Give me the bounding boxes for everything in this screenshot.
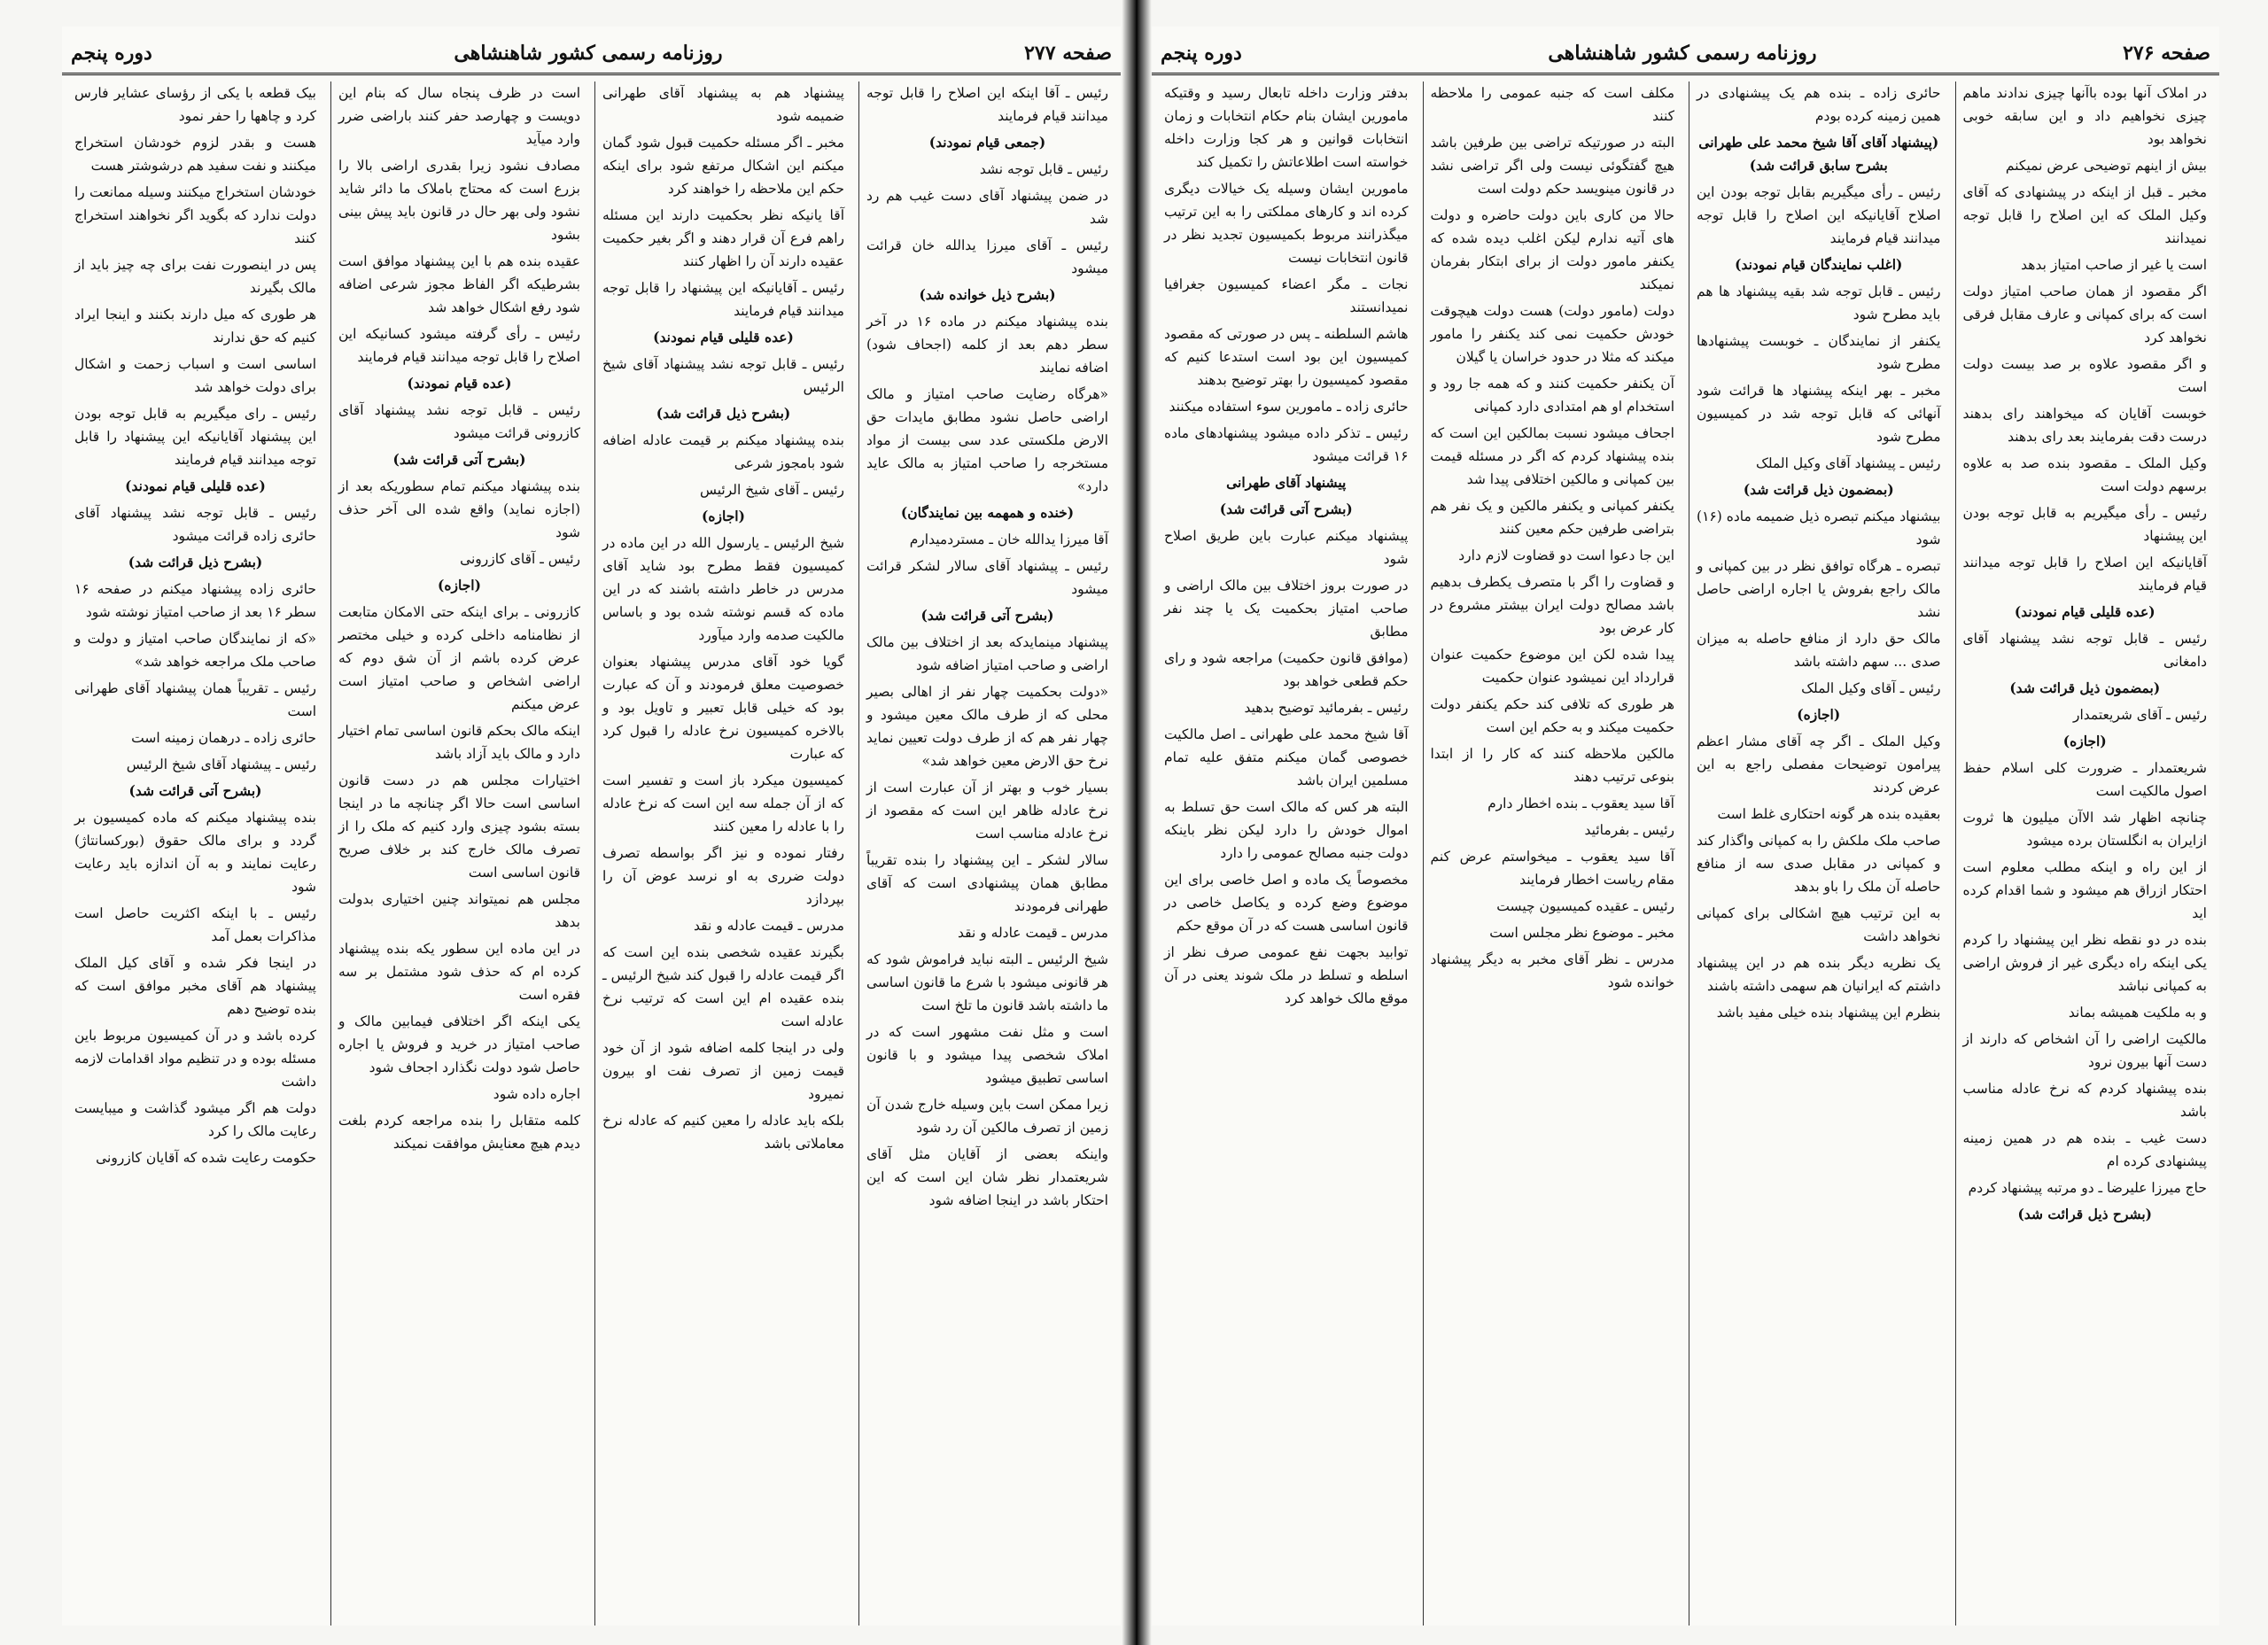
paragraph: اجحاف میشود نسبت بمالکین این است که بنده پیشنهاد کردم که اگر در مسئله قیمت بین کمپانی و مالکین اختلافی پیدا شد bbox=[1430, 425, 1674, 487]
paragraph: آقا یانیکه نظر بحکمیت دارند این مسئله راهم فرع آن قرار دهند و اگر بغیر حکمیت عقیده دارند آن را اظهار کنند bbox=[602, 207, 844, 269]
paragraph: (اغلب نمایندگان قیام نمودند) bbox=[1735, 256, 1903, 273]
paragraph: «دولت بحکمیت چهار نفر از اهالی بصیر محلی که از طرف مالک معین میشود و چهار نفر هم که از طرف دولت تعیین نماید نرخ حق الارض معین خواهد شد» bbox=[866, 684, 1108, 769]
paragraph: بنده پیشنهاد میکنم که ماده کمیسیون بر گردد و برای مالک حقوق (بورکسانتاژ) رعایت نمایند و به آن اندازه باید رعایت شود bbox=[74, 810, 316, 895]
paragraph: اختیارات مجلس هم در دست قانون اساسی است حالا اگر چنانچه ما در اینجا بسته بشود چیزی وارد کنیم که ملک را از تصرف مالک خارج کند بر خلاف صریح قانون اساسی است bbox=[338, 772, 580, 881]
paragraph: رئیس ـ پیشنهاد آقای شیخ الرئیس bbox=[126, 757, 316, 772]
paragraph: حائری زاده ـ مامورین سوء استفاده میکنند bbox=[1169, 399, 1409, 415]
paragraph: پیشنهاد میکنم عبارت باین طریق اصلاح شود bbox=[1164, 528, 1409, 567]
paragraph: بگیرند عقیده شخصی بنده این است که اگر قیمت عادله را قبول کند شیخ الرئیس ـ بنده عقیده ام این است که ترتیب نرخ عادله است bbox=[602, 944, 844, 1029]
paragraph: آقا شیخ محمد علی طهرانی ـ اصل مالکیت خصوصی گمان میکنم متفق علیه تمام مسلمین ایران باشد bbox=[1164, 726, 1409, 788]
paragraph: البته در صورتیکه تراضی بین طرفین باشد هیچ گفتگوئی نیست ولی اگر تراضی نشد در قانون مینویسد حکم دولت است bbox=[1430, 135, 1674, 197]
paragraph: نجات ـ مگر اعضاء کمیسیون جغرافیا نمیدانستند bbox=[1164, 276, 1409, 315]
paragraph: مالکین ملاحظه کنند که کار را از ابتدا بنوعی ترتیب دهند bbox=[1430, 746, 1674, 785]
paragraph: آقا سید یعقوب ـ میخواستم عرض کنم مقام ریاست اخطار فرمایند bbox=[1430, 849, 1674, 888]
text-column bbox=[1689, 81, 1948, 1626]
paragraph: گویا خود آقای مدرس پیشنهاد بعنوان خصوصیت معلق فرمودند و آن که عبارت بود که خیلی قابل تعبیر و تاویل بود و بالاخره کمیسیون نرخ عادله را قبول کرد که عبارت bbox=[602, 654, 844, 762]
paragraph: رئیس ـ قابل توجه نشد پیشنهاد آقای حائری زاده قرائت میشود bbox=[74, 505, 316, 544]
paragraph: دولت (مامور دولت) هست دولت هیچوقت خودش حکمیت نمی کند یکنفر را مامور میکند که مثلا در حدود خراسان یا گیلان bbox=[1430, 303, 1674, 365]
paragraph: رئیس ـ پیشنهاد آقای وکیل الملک bbox=[1755, 455, 1941, 471]
paragraph: یکی اینکه اگر اختلافی فیمابین مالک و صاحب امتیاز در خرید و فروش یا اجاره حاصل شود دولت نگذارد اجحاف شود bbox=[338, 1013, 580, 1075]
paragraph: رئیس ـ آقای شریعتمدار bbox=[2072, 707, 2207, 723]
paragraph: شیخ الرئیس ـ یارسول الله در این ماده در کمیسیون فقط مطرح بود شاید آقای مدرس در خاطر داشته باشند که در این ماده که قسم نوشته شده بود و باساس مالکیت صدمه وارد میآورد bbox=[602, 535, 844, 643]
paragraph: رئیس ـ قابل توجه نشد پیشنهاد آقای کازرونی قرائت میشود bbox=[338, 402, 580, 441]
text-column bbox=[1955, 81, 2215, 1626]
paragraph: از این راه و اینکه مطلب معلوم است احتکار ازراق هم میشود و شما اقدام کرده اید bbox=[1962, 859, 2207, 921]
paragraph: پس در اینصورت نفت برای چه چیز باید از مالک بگیرند bbox=[74, 257, 316, 296]
paragraph: رئیس ـ آقای شیخ الرئیس bbox=[699, 482, 844, 498]
paragraph: مامورین ایشان وسیله یک خیالات دیگری کرده اند و کارهای مملکتی را به این ترتیب میگذرانند مربوط بکمیسیون تجدید نظر در قانون انتخابات نیست bbox=[1164, 181, 1409, 266]
paragraph: بیک قطعه با یکی از رؤسای عشایر فارس کرد و چاهها را حفر نمود bbox=[74, 85, 316, 124]
paragraph: شیخ الرئیس ـ البته نباید فراموش شود که هر قانونی میشود با شرع ما قانون اساسی ما داشته باشد قانون ما تلخ است bbox=[866, 951, 1108, 1013]
paragraph: (بمضمون ذیل قرائت شد) bbox=[1743, 481, 1894, 498]
paragraph: رئیس ـ با اینکه اکثریت حاصل است مذاکرات بعمل آمد bbox=[74, 905, 316, 944]
paragraph: در صورت بروز اختلاف بین مالک اراضی و صاحب امتیاز بحکمیت یک یا چند نفر مطابق bbox=[1164, 578, 1409, 640]
paragraph: مالک حق دارد از منافع حاصله به میزان صدی ... سهم داشته باشد bbox=[1697, 631, 1941, 670]
paragraph: (اجازه) bbox=[2062, 733, 2107, 749]
paragraph: حاج میرزا علیرضا ـ دو مرتبه پیشنهاد کردم bbox=[1968, 1180, 2207, 1196]
right-page-period: دوره پنجم bbox=[1161, 42, 1242, 65]
paragraph: آقایانیکه این اصلاح را قابل توجه میدانند قیام فرمایند bbox=[1962, 555, 2207, 594]
paragraph: در اینجا فکر شده و آقای کیل الملک پیشنهاد هم آقای مخبر موافق است که بنده توضیح دهم bbox=[74, 955, 316, 1017]
paragraph: ولی در اینجا کلمه اضافه شود از آن خود قیمت زمین از تصرف نفت او بیرون نمیرود bbox=[602, 1040, 844, 1102]
paragraph: به این ترتیب هیچ اشکالی برای کمپانی نخواهد داشت bbox=[1697, 905, 1941, 944]
paragraph: (بشرح ذیل قرائت شد) bbox=[656, 405, 791, 422]
paragraph: مالکیت اراضی را آن اشخاص که دارند از دست آنها بیرون نرود bbox=[1962, 1031, 2207, 1070]
paragraph: رئیس ـ قابل توجه نشد پیشنهاد آقای شیخ الرئیس bbox=[602, 356, 844, 395]
paragraph: بنده پیشنهاد میکنم تمام سطوریکه بعد از (اجازه نماید) واقع شده الی آخر حذف شود bbox=[338, 478, 580, 540]
paragraph: است یا غیر از صاحب امتیاز بدهد bbox=[2021, 257, 2207, 273]
paragraph: اگر مقصود از همان صاحب امتیاز دولت است که برای کمپانی و عارف مقابل فرقی نخواهد کرد bbox=[1962, 283, 2207, 345]
paragraph: رئیس ـ قابل توجه نشد bbox=[979, 161, 1108, 177]
paragraph: (عده قلیلی قیام نمودند) bbox=[2014, 603, 2155, 620]
paragraph: است در ظرف پنجاه سال که بنام این دویست و چهارصد حفر کنند باراضی ضرر وارد میآید bbox=[338, 85, 580, 147]
paragraph: (اجازه) bbox=[702, 508, 745, 524]
text-column bbox=[1157, 81, 1416, 1626]
paragraph: در املاک آنها بوده باآنها چیزی ندادند ماهم چیزی نخواهیم داد و این سابقه خوبی نخواهد بود bbox=[1962, 85, 2207, 147]
paragraph: اینکه مالک بحکم قانون اساسی تمام اختیار دارد و مالک باید آزاد باشد bbox=[338, 723, 580, 762]
paragraph: مکلف است که جنبه عمومی را ملاحظه کنند bbox=[1430, 85, 1674, 124]
paragraph: رئیس ـ رأی گرفته میشود کسانیکه این اصلاح را قابل توجه میدانند قیام فرمایند bbox=[338, 326, 580, 365]
left-page-period: دوره پنجم bbox=[71, 42, 152, 65]
paragraph: (بشرح ذیل خوانده شد) bbox=[919, 286, 1056, 303]
paragraph: وکیل الملک ـ اگر چه آقای مشار اعظم پیرامون توضیحات مفصلی راجع به این عرض کردند bbox=[1697, 733, 1941, 795]
right-page bbox=[1152, 27, 2219, 1626]
right-page-number: صفحه ۲۷۶ bbox=[2123, 42, 2210, 65]
paragraph: توابید بجهت نفع عمومی صرف نظر از اسلطه و تسلط در ملک شوند یعنی در آن موقع مالک خواهد کرد bbox=[1164, 944, 1409, 1006]
text-column bbox=[594, 81, 851, 1626]
paragraph: خوبست آقایان که میخواهند رای بدهند درست دقت بفرمایند بعد رای بدهند bbox=[1962, 406, 2207, 445]
right-page-header bbox=[1152, 34, 2219, 75]
paragraph: رئیس ـ رأی میگیریم به قابل توجه بودن این پیشنهاد bbox=[1962, 505, 2207, 544]
paragraph: واینکه بعضی از آقایان مثل آقای شریعتمدار نظر شان این است که این احتکار باشد در اینجا اضافه شود bbox=[866, 1146, 1108, 1208]
paragraph: خودشان استخراج میکنند وسیله ممانعت را دولت ندارد که بگوید اگر نخواهند استخراج کنند bbox=[74, 184, 316, 246]
paragraph: هاشم السلطنه ـ پس در صورتی که مقصود کمیسیون این بود است استدعا کنیم که مقصود کمیسیون را بهتر توضیح بدهند bbox=[1164, 326, 1409, 388]
paragraph: آقا سید یعقوب ـ بنده اخطار دارم bbox=[1487, 795, 1674, 811]
paragraph: مخبر ـ قبل از اینکه در پیشنهادی که آقای وکیل الملک که این اصلاح را قابل توجه نمیدانند bbox=[1962, 184, 2207, 246]
left-page bbox=[62, 27, 1121, 1626]
paragraph: (موافق قانون حکمیت) مراجعه شود و رای حکم قطعی خواهد بود bbox=[1164, 650, 1409, 689]
paragraph: (خنده و همهمه بین نمایندگان) bbox=[900, 504, 1075, 521]
paragraph: کرده باشد و در آن کمیسیون مربوط باین مسئله بوده و در تنظیم مواد اقدامات لازمه داشت bbox=[74, 1028, 316, 1090]
right-page-columns bbox=[1152, 81, 2219, 1626]
paragraph: بنده در دو نقطه نظر این پیشنهاد را کردم یکی اینکه راه دیگری غیر از فروش اراضی به کمپانی نباشد bbox=[1962, 932, 2207, 994]
paragraph: (پیشنهاد آقای آقا شیخ محمد علی طهرانی بشرح سابق قرائت شد) bbox=[1698, 134, 1939, 174]
paragraph: شریعتمدار ـ ضرورت کلی اسلام حفظ اصول مالکیت است bbox=[1962, 760, 2207, 799]
paragraph: (بشرح آتی قرائت شد) bbox=[392, 451, 526, 468]
paragraph: رئیس ـ پیشنهاد آقای سالار لشکر قرائت میشود bbox=[866, 558, 1108, 597]
paragraph: مخبر ـ بهر اینکه پیشنهاد ها قرائت شود آنهائی که قابل توجه شد در کمیسیون مطرح شود bbox=[1697, 383, 1941, 445]
paragraph: (جمعی قیام نمودند) bbox=[928, 134, 1046, 151]
paragraph: بیشنهاد میکنم تبصره ذیل ضمیمه ماده (۱۶) شود bbox=[1697, 508, 1941, 547]
paragraph: کازرونی ـ برای اینکه حتی الامکان متابعت از نظامنامه داخلی کرده و خیلی مختصر عرض کرده باشم از آن شق دوم که اراضی اشخاص و صاحب امتیاز است عرض میکنم bbox=[338, 604, 580, 712]
paragraph: بنظرم این پیشنهاد بنده خیلی مفید باشد bbox=[1716, 1005, 1941, 1020]
paragraph: حائری زاده ـ بنده هم یک پیشنهادی در همین زمینه کرده بودم bbox=[1697, 85, 1941, 124]
paragraph: سالار لشکر ـ این پیشنهاد را بنده تقریباً مطابق همان پیشنهادی است که آقای طهرانی فرمودند bbox=[866, 852, 1108, 914]
paragraph: رفتار نموده و نیز اگر بواسطه تصرف دولت ضرری به او نرسد عوض آن را بپردازد bbox=[602, 845, 844, 907]
paragraph: اساسی است و اسباب زحمت و اشکال برای دولت خواهد شد bbox=[74, 356, 316, 395]
paragraph: یک نظریه دیگر بنده هم در این پیشنهاد داشتم که ایرانیان هم سهمی داشته باشند bbox=[1697, 955, 1941, 994]
paragraph: رئیس ـ رأی میگیریم بقابل توجه بودن این اصلاح آقایانیکه این اصلاح را قابل توجه میدانند قیام فرمایند bbox=[1697, 184, 1941, 246]
paragraph: یکنفر کمپانی و یکنفر مالکین و یک نفر هم بتراضی طرفین حکم معین کنند bbox=[1430, 498, 1674, 537]
paragraph: تبصره ـ هرگاه توافق نظر در بین کمپانی و مالک راجع بفروش یا اجاره اراضی حاصل نشد bbox=[1697, 558, 1941, 620]
paragraph: حکومت رعایت شده که آقایان کازرونی bbox=[96, 1150, 316, 1166]
paragraph: در ضمن پیشنهاد آقای دست غیب هم رد شد bbox=[866, 188, 1108, 227]
paragraph: (عده قلیلی قیام نمودند) bbox=[653, 329, 794, 345]
paragraph: رئیس ـ قابل توجه نشد پیشنهاد آقای دامغانی bbox=[1962, 631, 2207, 670]
right-page-title: روزنامه رسمی کشور شاهنشاهی bbox=[1548, 42, 1817, 65]
paragraph: زیرا ممکن است باین وسیله خارج شدن آن زمین از تصرف مالکین آن رد شود bbox=[866, 1097, 1108, 1136]
paragraph: (بشرح ذیل قرائت شد) bbox=[2017, 1206, 2152, 1222]
paragraph: پیدا شده لکن این موضوع حکمیت عنوان قرارداد این نمیشود عنوان حکمیت bbox=[1430, 647, 1674, 686]
paragraph: (اجازه) bbox=[438, 577, 481, 594]
paragraph: صاحب ملک ملکش را به کمپانی واگذار کند و کمپانی در مقابل صدی سه از منافع حاصله آن ملک را باو بدهد bbox=[1697, 833, 1941, 895]
paragraph: (عده قلیلی قیام نمودند) bbox=[125, 477, 266, 494]
paragraph: رئیس ـ آقای میرزا یدالله خان قرائت میشود bbox=[866, 237, 1108, 276]
paragraph: رئیس ـ بفرمائید توضیح بدهید bbox=[1244, 700, 1409, 716]
paragraph: هست و بقدر لزوم خودشان استخراج میکنند و نفت سفید هم درشوشتر هست bbox=[74, 135, 316, 174]
paragraph: «که از نمایندگان صاحب امتیاز و دولت و صاحب ملک مراجعه خواهد شد» bbox=[74, 631, 316, 670]
paragraph: مدرس ـ قیمت عادله و نقد bbox=[958, 925, 1108, 941]
paragraph: و اگر مقصود علاوه بر صد بیست دولت است bbox=[1962, 356, 2207, 395]
text-column bbox=[67, 81, 323, 1626]
paragraph: هر طوری که میل دارند بکنند و اینجا ایراد کنیم که حق ندارند bbox=[74, 306, 316, 345]
text-column bbox=[1423, 81, 1682, 1626]
paragraph: مخصوصاً یک ماده و اصل خاصی برای این موضوع وضع کرده و یکاصل خاصی در قانون اساسی هست که در آن موقع حکم bbox=[1164, 872, 1409, 934]
paragraph: پیشنهاد آقای طهرانی bbox=[1226, 474, 1347, 491]
paragraph: (عده قیام نمودند) bbox=[407, 375, 512, 392]
paragraph: آن یکنفر حکمیت کنند و که همه جا رود و استخدام او هم امتدادی دارد کمپانی bbox=[1430, 376, 1674, 415]
paragraph: چنانچه اظهار شد الاآن میلیون ها ثروت ازایران به انگلستان برده میشود bbox=[1962, 810, 2207, 849]
paragraph: رئیس ـ آقایانیکه این پیشنهاد را قابل توجه میدانند قیام فرمایند bbox=[602, 280, 844, 319]
paragraph: رئیس ـ بفرمائید bbox=[1584, 822, 1674, 838]
paragraph: حائری زاده پیشنهاد میکنم در صفحه ۱۶ سطر ۱۶ بعد از صاحب امتیاز نوشته شود bbox=[74, 581, 316, 620]
paragraph: «هرگاه رضایت صاحب امتیاز و مالک اراضی حاصل نشود مطابق مایدات حق الارض ملکستی عدد سی بیست از مواد مستخرجه را صاحب امتیاز به مالک عاید دارد» bbox=[866, 386, 1108, 494]
paragraph: در این ماده این سطور یکه بنده پیشنهاد کرده ام که حذف شود مشتمل بر سه فقره است bbox=[338, 941, 580, 1003]
text-column bbox=[330, 81, 587, 1626]
paragraph: رئیس ـ تذکر داده میشود پیشنهادهای ماده ۱۶ قرائت میشود bbox=[1164, 425, 1409, 464]
paragraph: رئیس ـ قابل توجه شد بقیه پیشنهاد ها هم باید مطرح شود bbox=[1697, 283, 1941, 322]
paragraph: رئیس ـ آقا اینکه این اصلاح را قابل توجه میدانند قیام فرمایند bbox=[866, 85, 1108, 124]
paragraph: پیشنهاد هم به پیشنهاد آقای طهرانی ضمیمه شود bbox=[602, 85, 844, 124]
paragraph: این جا دعوا است دو قضاوت لازم دارد bbox=[1458, 547, 1674, 563]
paragraph: یکنفر از نمایندگان ـ خوبست پیشنهادها مطرح شود bbox=[1697, 333, 1941, 372]
paragraph: و به ملکیت همیشه بماند bbox=[2068, 1005, 2207, 1020]
paragraph: بسیار خوب و بهتر از آن عبارت است از نرخ عادله ظاهر این است که مقصود از نرخ عادله مناسب است bbox=[866, 780, 1108, 842]
paragraph: بنده پیشنهاد میکنم بر قیمت عادله اضافه شود بامجوز شرعی bbox=[602, 432, 844, 471]
paragraph: وکیل الملک ـ مقصود بنده صد به علاوه برسهم دولت است bbox=[1962, 455, 2207, 494]
paragraph: عقیده بنده هم با این پیشنهاد موافق است بشرطیکه اگر الفاظ مجوز شرعی اضافه شود رفع اشکال خواهد شد bbox=[338, 253, 580, 315]
paragraph: البته هر کس که مالک است حق تسلط به اموال خودش را دارد لیکن نظر باینکه دولت جنبه مصالح عمومی را دارد bbox=[1164, 799, 1409, 861]
paragraph: رئیس ـ آقای وکیل الملک bbox=[1801, 680, 1941, 696]
left-page-title: روزنامه رسمی کشور شاهنشاهی bbox=[454, 42, 723, 65]
paragraph: کلمه متقابل را بنده مراجعه کردم بلغت دیدم هیچ معنایش موافقت نمیکند bbox=[338, 1113, 580, 1152]
paragraph: رئیس ـ عقیده کمیسیون چیست bbox=[1496, 898, 1674, 914]
paragraph: مدرس ـ نظر آقای مخبر به دیگر پیشنهاد خوانده شود bbox=[1430, 951, 1674, 990]
paragraph: (بشرح آتی قرائت شد) bbox=[128, 782, 262, 799]
paragraph: است و مثل نفت مشهور است که در املاک شخصی پیدا میشود و با قانون اساسی تطبیق میشود bbox=[866, 1024, 1108, 1086]
left-page-columns bbox=[62, 81, 1121, 1626]
paragraph: (بشرح آتی قرائت شد) bbox=[920, 607, 1054, 624]
paragraph: پیشنهاد مینمایدکه بعد از اختلاف بین مالک اراضی و صاحب امتیاز اضافه شود bbox=[866, 634, 1108, 673]
paragraph: بیش از اینهم توضیحی عرض نمیکنم bbox=[2005, 158, 2207, 174]
paragraph: کمیسیون میکرد باز است و تفسیر است که از آن جمله سه این است که نرخ عادله را با عادله را معین کنند bbox=[602, 772, 844, 834]
paragraph: بنده پیشنهاد میکنم در ماده ۱۶ در آخر سطر دهم بعد از کلمه (اجحاف شود) اضافه نمایند bbox=[866, 314, 1109, 376]
paragraph: رئیس ـ آقای کازرونی bbox=[460, 551, 580, 567]
paragraph: اجاره داده شود bbox=[493, 1086, 580, 1102]
paragraph: مخبر ـ موضوع نظر مجلس است bbox=[1489, 925, 1674, 941]
paragraph: (بمضمون ذیل قرائت شد) bbox=[2009, 679, 2161, 696]
left-page-number: صفحه ۲۷۷ bbox=[1024, 42, 1112, 65]
paragraph: و قضاوت را اگر با متصرف یکطرف بدهیم باشد مصالح دولت ایران بیشتر مشروع در کار عرض بود bbox=[1430, 574, 1674, 636]
paragraph: مدرس ـ قیمت عادله و نقد bbox=[694, 918, 844, 934]
paragraph: مجلس هم نمیتواند چنین اختیاری بدولت بدهد bbox=[338, 891, 580, 930]
paragraph: رئیس ـ رای میگیریم به قابل توجه بودن این پیشنهاد آقایانیکه این پیشنهاد را قابل توجه میدانند قیام فرمایند bbox=[74, 406, 316, 468]
paragraph: (بشرح آتی قرائت شد) bbox=[1219, 500, 1353, 517]
paragraph: رئیس ـ تقریباً همان پیشنهاد آقای طهرانی است bbox=[74, 680, 316, 719]
paragraph: (بشرح ذیل قرائت شد) bbox=[128, 554, 263, 570]
paragraph: مخبر ـ اگر مسئله حکمیت قبول شود گمان میکنم این اشکال مرتفع شود برای اینکه حکم این ملاحظه را خواهند کرد bbox=[602, 135, 844, 197]
left-page-header bbox=[62, 34, 1121, 75]
paragraph: بعقیده بنده هر گونه احتکاری غلط است bbox=[1717, 806, 1941, 822]
text-column bbox=[858, 81, 1115, 1626]
paragraph: بدفتر وزارت داخله تابعال رسید و وقتیکه مامورین ایشان بنام حکام انتخابات و زمان انتخابات قوانین و هر کجا وزارت داخله خواسته است اطلاعاتش را تکمیل کند bbox=[1164, 85, 1409, 170]
paragraph: حائری زاده ـ درهمان زمینه است bbox=[131, 730, 316, 746]
book-fold bbox=[1122, 0, 1152, 1645]
paragraph: هر طوری که تلافی کند حکم یکنفر دولت حکمیت میکند و به حکم این است bbox=[1430, 696, 1674, 735]
paragraph: بنده پیشنهاد کردم که نرخ عادله مناسب باشد bbox=[1962, 1081, 2207, 1120]
paragraph: آقا میرزا یدالله خان ـ مستردمیدارم bbox=[909, 532, 1108, 547]
paragraph: مصادف نشود زیرا بقدری اراضی بالا را بزرع است که محتاج باملاک ما دائر شاید نشود ولی بهر حال در قانون باید پیش بینی بشود bbox=[338, 158, 580, 243]
paragraph: (اجازه) bbox=[1797, 706, 1841, 723]
paragraph: بلکه باید عادله را معین کنیم که عادله نرخ معاملاتی باشد bbox=[602, 1113, 844, 1152]
paragraph: حالا من کاری باین دولت حاضره و دولت های آتیه ندارم لیکن اغلب دیده شده که یکنفر مامور دولت از برای ابتکار بفرمان نمیکند bbox=[1430, 207, 1674, 292]
paragraph: دست غیب ـ بنده هم در همین زمینه پیشنهادی کرده ام bbox=[1962, 1130, 2207, 1169]
paragraph: دولت هم اگر میشود گذاشت و میبایست رعایت مالک را کرد bbox=[74, 1100, 316, 1139]
